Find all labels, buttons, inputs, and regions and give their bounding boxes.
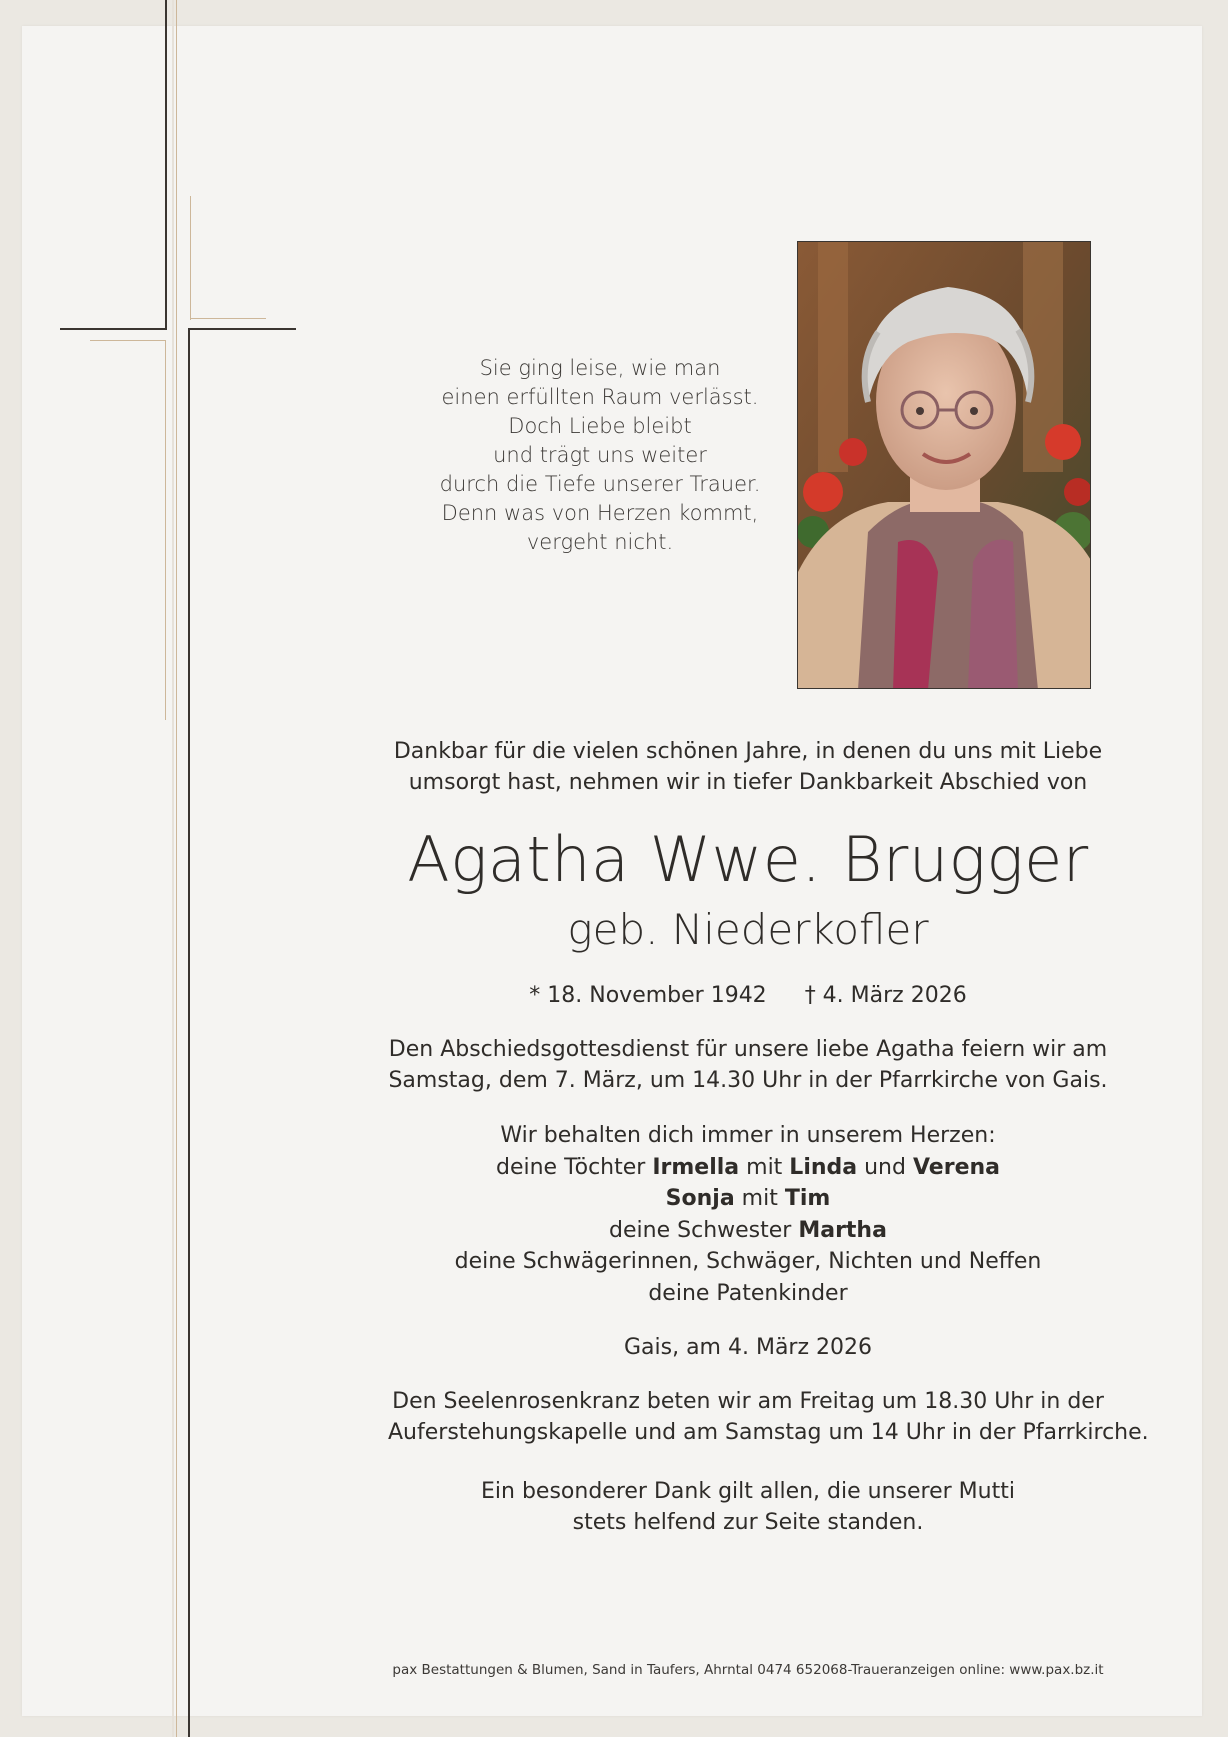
- mourners-list: [388, 1120, 1108, 1309]
- maiden-name: geb. Niederkofler: [567, 905, 929, 954]
- mourners-daughters: deine Töchter Irmella mit Linda und Verena: [495, 1154, 1000, 1180]
- service-line: Samstag, dem 7. März, um 14.30 Uhr in der Pfarrkirche von Gais.: [388, 1068, 1108, 1093]
- poem-line: und trägt uns weiter: [493, 443, 707, 467]
- rosary-text: [388, 1386, 1149, 1448]
- poem-line: vergeht nicht.: [526, 530, 674, 554]
- intro-text: [388, 736, 1108, 798]
- intro-line: Dankbar für die vielen schönen Jahre, in denen du uns mit Liebe: [393, 739, 1103, 764]
- memorial-poem: [420, 354, 780, 557]
- mourners-intro: Wir behalten dich immer in unserem Herzen:: [500, 1123, 996, 1148]
- rosary-line: Auferstehungskapelle und am Samstag um 14 Uhr in der Pfarrkirche.: [388, 1420, 1149, 1445]
- thanks-line: Ein besonderer Dank gilt allen, die unserer Mutti: [481, 1479, 1015, 1504]
- life-dates: [388, 980, 1108, 1012]
- poem-line: einen erfüllten Raum verlässt.: [441, 385, 759, 409]
- portrait-photo: [797, 241, 1091, 689]
- rosary-line: Den Seelenrosenkranz beten wir am Freitag um 18.30 Uhr in der: [392, 1389, 1104, 1414]
- birth-date: * 18. November 1942: [529, 983, 767, 1008]
- poem-line: Sie ging leise, wie man: [479, 356, 721, 380]
- death-date: † 4. März 2026: [804, 983, 967, 1008]
- place-date: Gais, am 4. März 2026: [623, 1335, 872, 1360]
- mourners-sister: deine Schwester Martha: [609, 1217, 887, 1243]
- funeral-service-text: [388, 1034, 1108, 1096]
- poem-line: Denn was von Herzen kommt,: [441, 501, 759, 525]
- poem-line: durch die Tiefe unserer Trauer.: [439, 472, 761, 496]
- funeral-home-footer: pax Bestattungen & Blumen, Sand in Taufers, Ahrntal 0474 652068-Traueranzeigen online: www.pax.bz.it: [392, 1662, 1104, 1678]
- mourners-in-laws: deine Schwägerinnen, Schwäger, Nichten und Neffen: [454, 1249, 1042, 1274]
- mourners-godchildren: deine Patenkinder: [648, 1280, 848, 1306]
- mourners-sonja: Sonja mit Tim: [665, 1186, 831, 1211]
- deceased-name: Agatha Wwe. Brugger: [407, 823, 1089, 896]
- service-line: Den Abschiedsgottesdienst für unsere liebe Agatha feiern wir am: [388, 1037, 1108, 1062]
- intro-line: umsorgt hast, nehmen wir in tiefer Dankbarkeit Abschied von: [408, 770, 1088, 795]
- thanks-text: [388, 1476, 1108, 1538]
- poem-line: Doch Liebe bleibt: [508, 414, 692, 438]
- thanks-line: stets helfend zur Seite standen.: [572, 1510, 924, 1535]
